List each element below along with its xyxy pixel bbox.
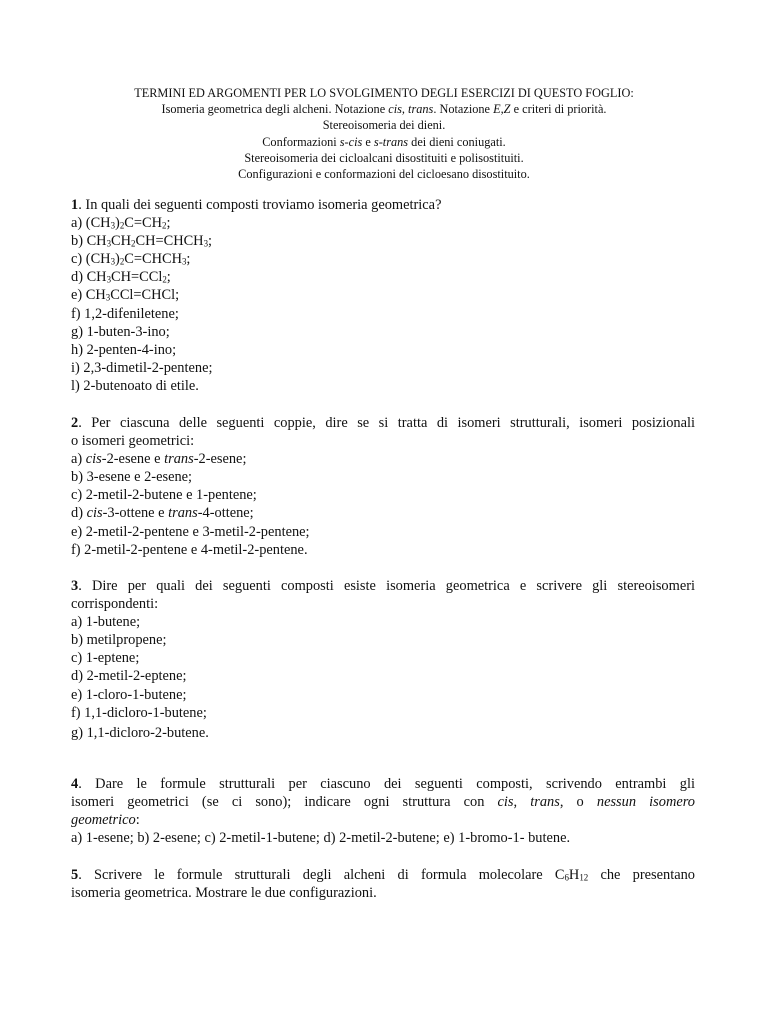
text-run: Configurazioni e conformazioni del cicloesano disostituito. <box>238 167 530 182</box>
question-line <box>71 577 695 595</box>
text-run: trans <box>164 451 194 468</box>
text-run: , <box>513 794 531 811</box>
header-line <box>40 134 728 150</box>
text-run: . Notazione <box>433 102 494 117</box>
option-line <box>71 504 695 522</box>
text-run: f) 1,2-difeniletene; <box>71 305 179 322</box>
question-line <box>71 793 695 811</box>
text-run: . In quali dei seguenti composti troviamo isomeria geometrica? <box>78 197 442 213</box>
text-run: -4-ottene; <box>197 505 254 522</box>
option-line <box>71 686 695 704</box>
text-run: e criteri di priorità. <box>510 102 607 117</box>
option-line <box>71 323 695 341</box>
option-line <box>71 724 695 742</box>
subscript: 3 <box>106 238 112 249</box>
option-line <box>71 250 695 268</box>
option-line <box>71 523 695 541</box>
question-line <box>71 775 695 793</box>
text-run: s-trans <box>373 134 409 149</box>
text-run: d) CH <box>71 269 107 286</box>
question-line <box>71 432 695 450</box>
exercise-number: 3 <box>71 578 79 594</box>
exercise-4 <box>71 775 695 847</box>
option-line <box>71 214 695 232</box>
text-run: -2-esene; <box>193 451 247 468</box>
text-run: e) 1-cloro-1-butene; <box>71 686 187 703</box>
text-run: isomeri geometrici (se ci sono); indicare ogni struttura con <box>71 794 498 811</box>
text-run: e) CH <box>71 287 106 304</box>
text-run: corrispondenti: <box>71 596 159 613</box>
text-run: CH=CCl <box>111 269 163 286</box>
text-run: . Per ciascuna delle seguenti coppie, dire se si tratta di isomeri strutturali, isomeri posizionali <box>78 415 695 431</box>
text-run: C=CH <box>124 215 162 232</box>
option-line <box>71 468 695 486</box>
text-run: . Scrivere le formule strutturali degli alcheni di formula molecolare C <box>78 867 565 883</box>
text-run: a) (CH <box>71 215 111 232</box>
text-run: c) 2-metil-2-butene e 1-pentene; <box>71 487 257 504</box>
option-line <box>71 286 695 304</box>
exercise-5 <box>71 866 695 902</box>
text-run: C=CHCH <box>124 251 182 268</box>
option-line <box>71 305 695 323</box>
text-run: : <box>135 812 140 829</box>
text-run: trans <box>168 505 198 522</box>
text-run: . Dare le formule strutturali per ciascuno dei seguenti composti, scrivendo entrambi gli <box>78 776 695 792</box>
text-run: e <box>362 134 374 149</box>
question-line <box>71 866 695 884</box>
text-run: o isomeri geometrici: <box>71 433 195 450</box>
option-line <box>71 667 695 685</box>
text-run: b) metilpropene; <box>71 632 167 649</box>
text-run: a) 1-esene; b) 2-esene; c) 2-metil-1-butene; d) 2-metil-2-butene; e) 1-bromo-1- butene. <box>71 830 571 847</box>
header-line <box>40 85 728 101</box>
text-run: ; <box>166 215 171 232</box>
text-run: trans <box>530 794 560 811</box>
text-run: , o <box>559 794 597 811</box>
subscript: 6 <box>564 872 569 883</box>
option-line <box>71 377 695 395</box>
text-run: d) <box>71 505 87 522</box>
subscript: 2 <box>119 256 125 267</box>
text-run: Isomeria geometrica degli alcheni. Notazione <box>161 102 389 117</box>
text-run: e) 2-metil-2-pentene e 3-metil-2-pentene; <box>71 523 310 540</box>
text-run: . Dire per quali dei seguenti composti esiste isomeria geometrica e scrivere gli stereoisomeri <box>78 578 695 594</box>
text-run: h) 2-penten-4-ino; <box>71 341 177 358</box>
text-run: dei dieni coniugati. <box>408 134 506 149</box>
option-line <box>71 541 695 559</box>
subscript: 2 <box>131 238 136 249</box>
question-line <box>71 196 695 214</box>
text-run: ) <box>115 215 120 232</box>
text-run: che presentano <box>588 867 695 883</box>
subscript: 2 <box>162 274 167 285</box>
text-run: cis <box>86 505 103 522</box>
text-run: ) <box>115 251 120 268</box>
text-run: g) 1,1-dicloro-2-butene. <box>71 724 209 741</box>
question-line <box>71 414 695 432</box>
question-line <box>71 811 695 829</box>
text-run: ; <box>166 269 171 286</box>
text-run: TERMINI ED ARGOMENTI PER LO SVOLGIMENTO DEGLI ESERCIZI DI QUESTO FOGLIO: <box>134 86 634 100</box>
text-run: CH <box>111 233 132 250</box>
text-run: cis, trans <box>388 102 434 117</box>
option-line <box>71 450 695 468</box>
text-run: c) 1-eptene; <box>71 650 140 667</box>
option-line <box>71 486 695 504</box>
text-run: b) 3-esene e 2-esene; <box>71 469 193 486</box>
option-line <box>71 829 695 847</box>
text-run: ; <box>186 251 191 268</box>
text-run: cis <box>85 451 102 468</box>
subscript: 3 <box>110 220 116 231</box>
text-run: l) 2-butenoato di etile. <box>71 377 199 394</box>
option-line <box>71 631 695 649</box>
text-run: Stereoisomeria dei dieni. <box>322 118 446 133</box>
subscript: 3 <box>105 292 111 303</box>
text-run: a) 1-butene; <box>71 614 141 631</box>
text-run: g) 1-buten-3-ino; <box>71 323 170 340</box>
text-run: Stereoisomeria dei cicloalcani disostituiti e polisostituiti. <box>244 150 524 165</box>
option-line <box>71 704 695 722</box>
exercise-2 <box>71 414 695 559</box>
text-run: b) CH <box>71 233 107 250</box>
text-run: s-cis <box>339 134 363 149</box>
option-line <box>71 613 695 631</box>
question-line <box>71 884 695 902</box>
exercise-number: 4 <box>71 776 79 792</box>
option-line <box>71 341 695 359</box>
subscript: 3 <box>106 274 112 285</box>
subscript: 3 <box>203 238 209 249</box>
header-line <box>40 117 728 133</box>
text-run: d) 2-metil-2-eptene; <box>71 668 187 685</box>
text-run: a) <box>71 451 86 468</box>
subscript: 3 <box>110 256 116 267</box>
text-run: isomeria geometrica. Mostrare le due configurazioni. <box>71 885 377 902</box>
exercise-number: 2 <box>71 415 79 431</box>
exercise-1 <box>71 196 695 395</box>
text-run: -3-ottene e <box>102 505 169 522</box>
text-run: c) (CH <box>71 251 111 268</box>
topics-header <box>40 85 728 182</box>
option-line <box>71 649 695 667</box>
text-run: nessun isomero <box>596 794 695 811</box>
header-line <box>40 101 728 117</box>
text-run: geometrico <box>71 812 136 829</box>
subscript: 2 <box>161 220 167 231</box>
text-run: f) 1,1-dicloro-1-butene; <box>71 704 207 721</box>
header-line <box>40 166 728 182</box>
text-run: i) 2,3-dimetil-2-pentene; <box>71 359 213 376</box>
question-line <box>71 595 695 613</box>
text-run: CCl=CHCl; <box>110 287 180 304</box>
subscript: 3 <box>181 256 187 267</box>
text-run: CH=CHCH <box>135 233 204 250</box>
subscript: 2 <box>119 220 125 231</box>
text-run: f) 2-metil-2-pentene e 4-metil-2-pentene. <box>71 541 308 558</box>
text-run: Conformazioni <box>262 134 340 149</box>
header-line <box>40 150 728 166</box>
text-run: H <box>568 867 580 883</box>
text-run: -2-esene e <box>101 451 165 468</box>
text-run: ; <box>208 233 213 250</box>
text-run: E,Z <box>493 102 511 117</box>
text-run: cis <box>497 794 514 811</box>
option-line <box>71 232 695 250</box>
exercise-number: 1 <box>71 197 79 213</box>
exercise-3 <box>71 577 695 742</box>
subscript: 12 <box>579 872 589 883</box>
option-line <box>71 268 695 286</box>
exercise-number: 5 <box>71 867 79 883</box>
option-line <box>71 359 695 377</box>
